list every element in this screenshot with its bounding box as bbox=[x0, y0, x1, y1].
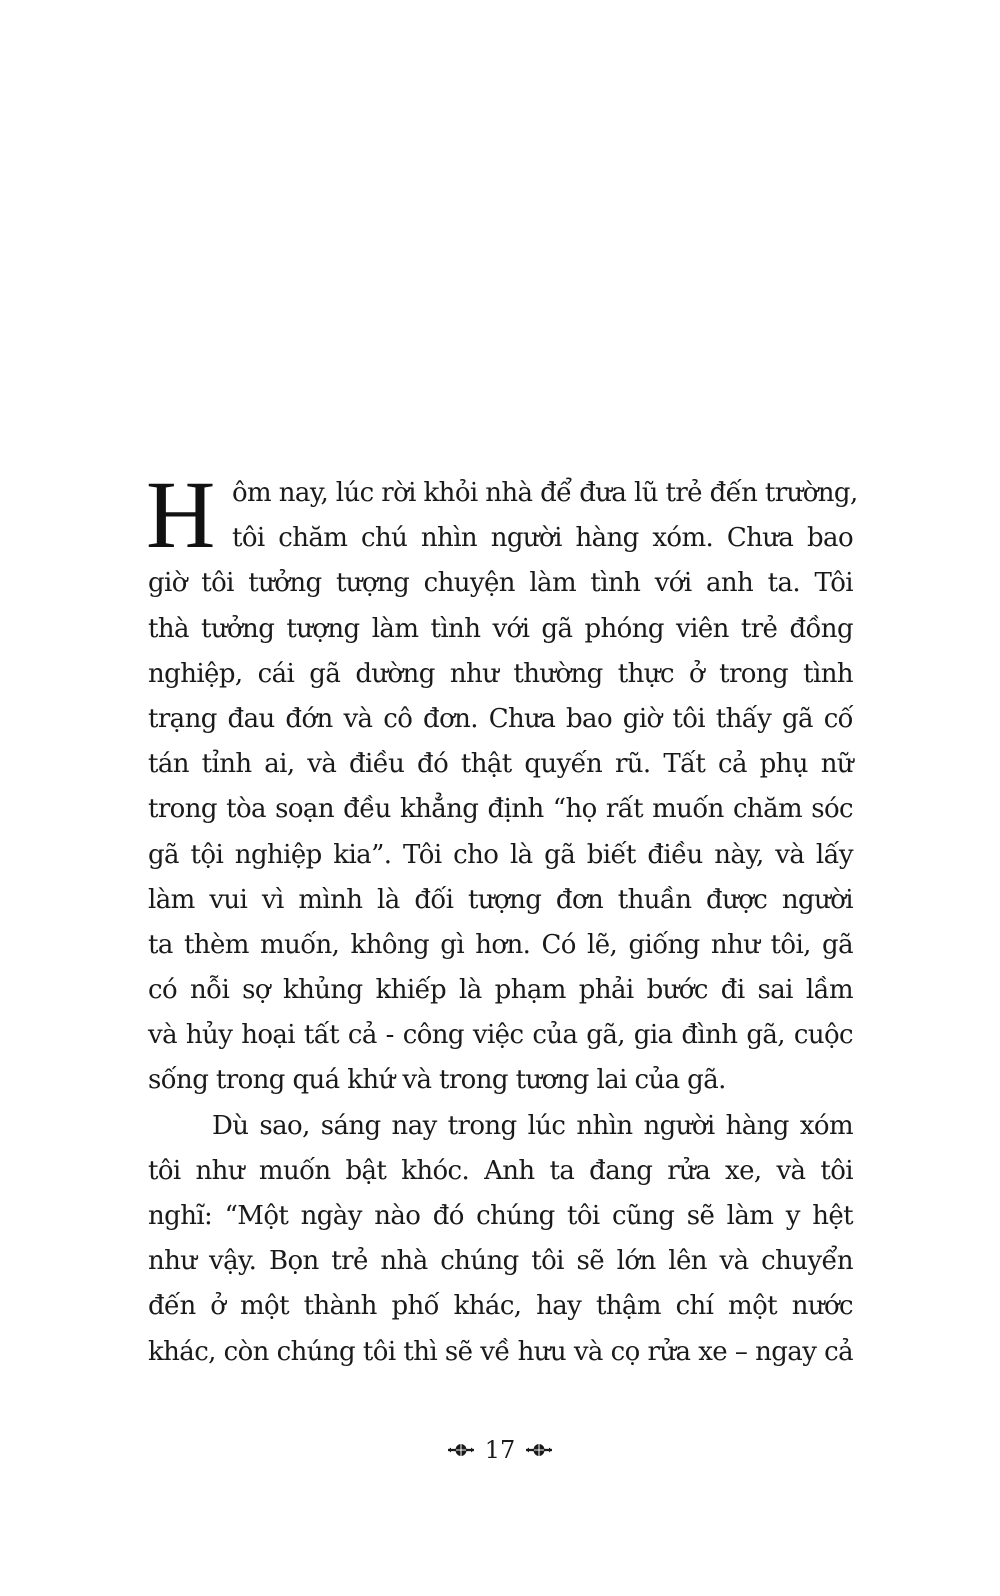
text-line: trạng đau đớn và cô đơn. Chưa bao giờ tôi thấy gã cố bbox=[148, 703, 853, 734]
paragraph-1 bbox=[146, 461, 858, 1104]
text-line: ta thèm muốn, không gì hơn. Có lẽ, giống như tôi, gã bbox=[148, 929, 853, 960]
text-line: như vậy. Bọn trẻ nhà chúng tôi sẽ lớn lên và chuyển bbox=[148, 1246, 853, 1277]
text-line: Dù sao, sáng nay trong lúc nhìn người hàng xóm bbox=[212, 1110, 853, 1141]
paragraph-2 bbox=[148, 1104, 853, 1375]
text-line: ôm nay, lúc rời khỏi nhà để đưa lũ trẻ đến trường, bbox=[232, 478, 858, 508]
text-line: trong tòa soạn đều khẳng định “họ rất muốn chăm sóc bbox=[148, 794, 853, 825]
page-number: 17 bbox=[484, 1436, 516, 1464]
text-line: đến ở một thành phố khác, hay thậm chí một nước bbox=[148, 1291, 853, 1322]
text-line: tôi như muốn bật khóc. Anh ta đang rửa xe, và tôi bbox=[148, 1155, 853, 1186]
drop-cap: H bbox=[146, 461, 216, 568]
text-line: thà tưởng tượng làm tình với gã phóng viên trẻ đồng bbox=[148, 613, 853, 644]
text-line: nghiệp, cái gã dường như thường thực ở trong tình bbox=[148, 658, 853, 689]
text-line: sống trong quá khứ và trong tương lai của gã. bbox=[148, 1065, 726, 1096]
text-line: khác, còn chúng tôi thì sẽ về hưu và cọ rửa xe – ngay cả bbox=[148, 1336, 853, 1367]
page-footer bbox=[0, 1436, 1000, 1464]
text-line: làm vui vì mình là đối tượng đơn thuần được người bbox=[148, 884, 853, 915]
text-line: tôi chăm chú nhìn người hàng xóm. Chưa bao bbox=[232, 523, 853, 554]
text-line: tán tỉnh ai, và điều đó thật quyến rũ. Tất cả phụ nữ bbox=[148, 749, 853, 780]
text-line: giờ tôi tưởng tượng chuyện làm tình với anh ta. Tôi bbox=[148, 568, 853, 599]
text-line: nghĩ: “Một ngày nào đó chúng tôi cũng sẽ làm y hệt bbox=[148, 1201, 853, 1231]
fleuron-ornament-icon bbox=[525, 1443, 553, 1457]
text-line: có nỗi sợ khủng khiếp là phạm phải bước đi sai lầm bbox=[148, 975, 853, 1006]
text-line: gã tội nghiệp kia”. Tôi cho là gã biết điều này, và lấy bbox=[148, 839, 853, 870]
body-text bbox=[146, 461, 858, 1375]
text-line: và hủy hoại tất cả - công việc của gã, gia đình gã, cuộc bbox=[148, 1020, 853, 1051]
fleuron-ornament-icon bbox=[447, 1443, 475, 1457]
